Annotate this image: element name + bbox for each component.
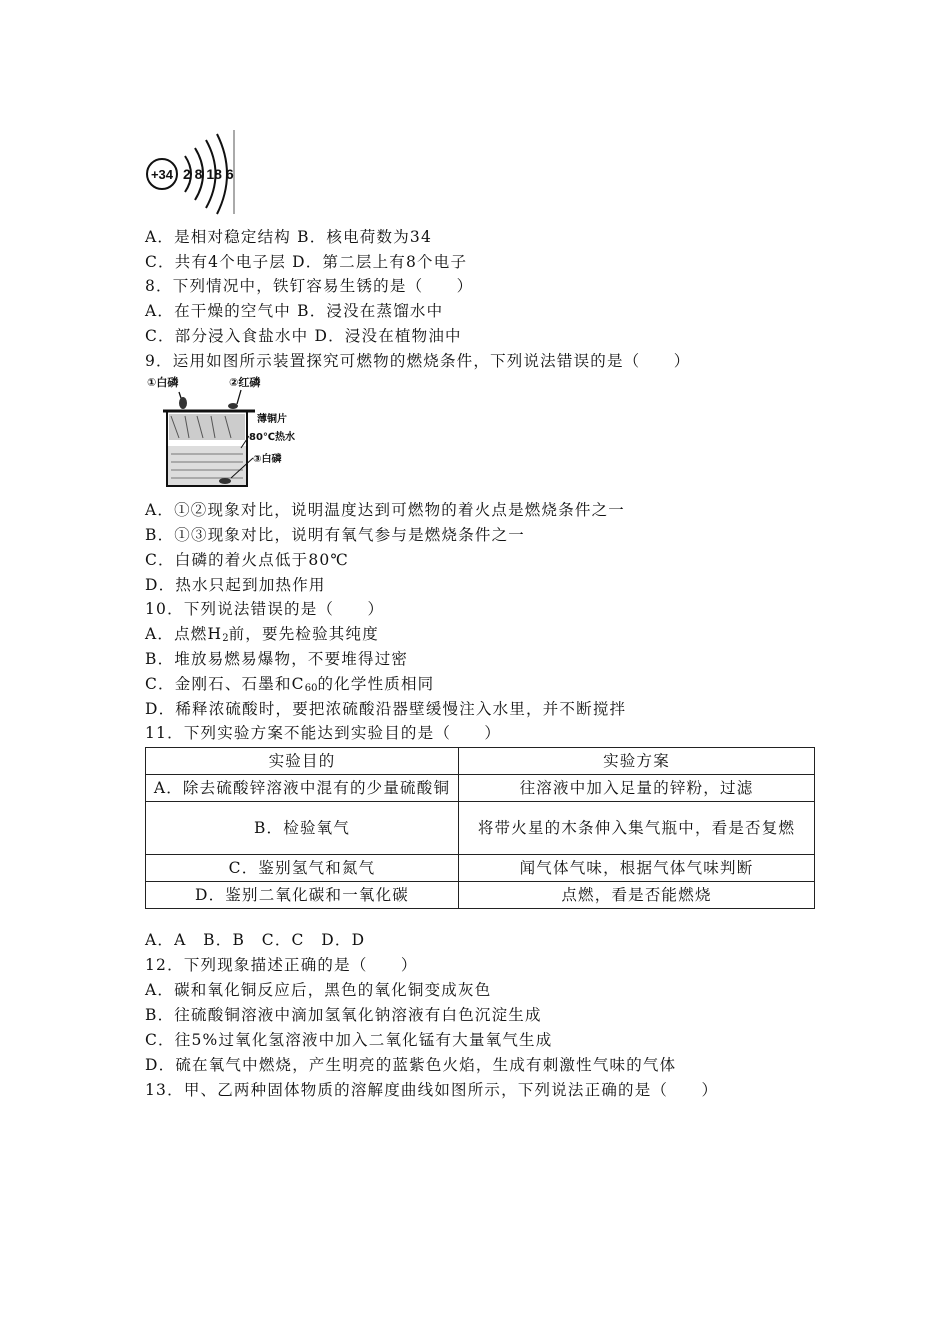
q10-option-d: D．稀释浓硫酸时，要把浓硫酸沿器壁缓慢注入水里，并不断搅拌 [145,700,627,718]
q8-stem: 8．下列情况中，铁钉容易生锈的是（ ） [145,277,474,295]
table-row [146,775,815,802]
q10-option-a: A．点燃$H_2$前，要先检验其纯度 [145,625,379,644]
phosphorus-blob-1 [179,397,187,409]
row-c-purpose: C．鉴别氢气和氮气 [146,855,459,882]
q10-option-c: C．金刚石、石墨和$C_{60}$的化学性质相同 [145,675,435,694]
q12-option-a: A．碳和氧化铜反应后，黑色的氧化铜变成灰色 [145,981,492,999]
header-plan: 实验方案 [459,748,815,775]
q13-stem: 13．甲、乙两种固体物质的溶解度曲线如图所示，下列说法正确的是（ ） [145,1081,719,1099]
q10-option-b: B．堆放易燃易爆物，不要堆得过密 [145,650,409,668]
q11-options: A．A B．B C．C D．D [145,931,366,949]
q9-stem: 9．运用如图所示装置探究可燃物的燃烧条件，下列说法错误的是（ ） [145,352,691,370]
table-row [146,855,815,882]
label-white-phosphorus-1: ①白磷 [147,376,179,389]
experiment-table [145,747,815,909]
combustion-apparatus-figure [145,374,296,494]
header-purpose: 实验目的 [146,748,459,775]
q9-option-b: B．①③现象对比，说明有氧气参与是燃烧条件之一 [145,526,525,544]
nucleus-label: +34 [150,167,174,182]
label-hot-water: 80℃热水 [249,432,296,443]
q9-option-c: C．白磷的着火点低于80℃ [145,551,350,569]
row-a-purpose: A．除去硫酸锌溶液中混有的少量硫酸铜 [146,775,459,802]
q12-option-d: D．硫在氧气中燃烧，产生明亮的蓝紫色火焰，生成有刺激性气味的气体 [145,1056,677,1074]
q12-stem: 12．下列现象描述正确的是（ ） [145,956,418,974]
hot-water [168,446,246,485]
q7-options-cd: C．共有4个电子层 D．第二层上有8个电子 [145,253,468,271]
q12-option-b: B．往硫酸铜溶液中滴加氢氧化钠溶液有白色沉淀生成 [145,1006,542,1024]
q9-option-a: A．①②现象对比，说明温度达到可燃物的着火点是燃烧条件之一 [145,501,625,519]
label-white-phosphorus-3: ③白磷 [253,454,282,465]
q10-stem: 10．下列说法错误的是（ ） [145,600,385,618]
q9-option-d: D．热水只起到加热作用 [145,576,326,594]
table-header-row [146,748,815,775]
q8-options-cd: C．部分浸入食盐水中 D．浸没在植物油中 [145,327,462,345]
row-b-purpose: B．检验氧气 [146,802,459,855]
q7-options-ab: A．是相对稳定结构 B．核电荷数为34 [145,228,433,246]
atom-structure-diagram [145,128,240,216]
q11-stem: 11．下列实验方案不能达到实验目的是（ ） [145,724,502,742]
row-d-purpose: D．鉴别二氧化碳和一氧化碳 [146,882,459,909]
table-row [146,802,815,855]
label-red-phosphorus: ②红磷 [229,376,261,389]
row-d-plan: 点燃，看是否能燃烧 [459,882,815,909]
row-a-plan: 往溶液中加入足量的锌粉，过滤 [459,775,815,802]
shell-electrons: 2 8 18 6 [183,166,234,182]
phosphorus-blob-2 [228,403,238,409]
table-row [146,882,815,909]
q12-option-c: C．往5%过氧化氢溶液中加入二氧化锰有大量氧气生成 [145,1031,553,1049]
q8-options-ab: A．在干燥的空气中 B．浸没在蒸馏水中 [145,302,444,320]
label-copper-sheet: 薄铜片 [257,414,287,425]
row-c-plan: 闻气体气味，根据气体气味判断 [459,855,815,882]
row-b-plan: 将带火星的木条伸入集气瓶中，看是否复燃 [459,802,815,855]
